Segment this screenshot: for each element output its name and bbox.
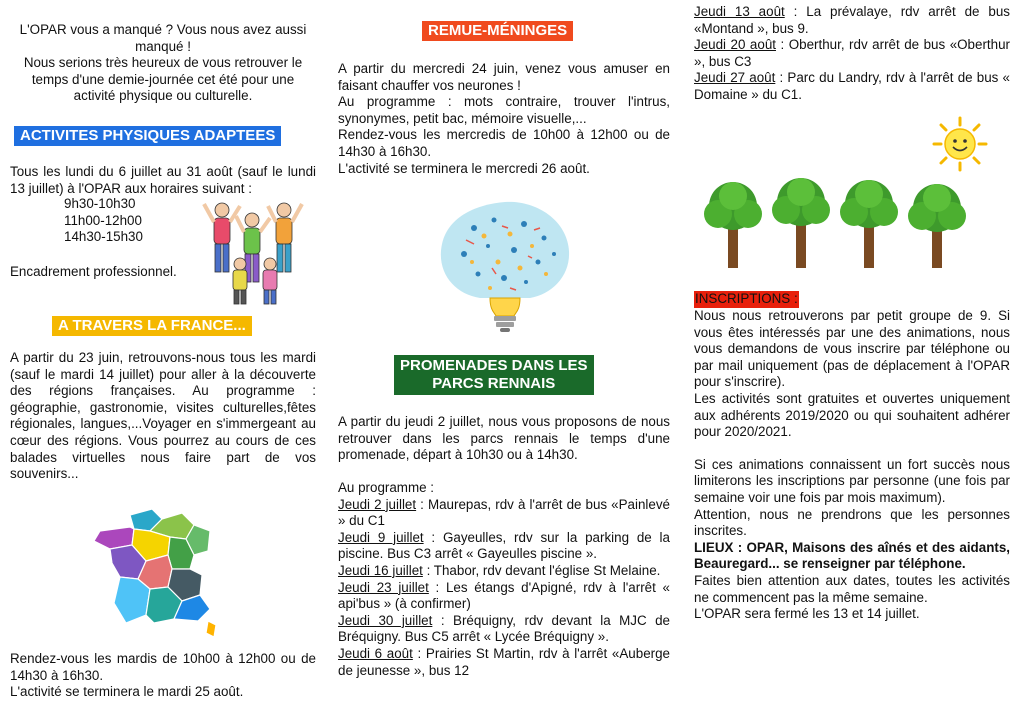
remue-text [338, 61, 670, 177]
brain-lightbulb-illustration [434, 198, 576, 336]
outing-item [338, 613, 670, 646]
france-map-illustration [90, 505, 220, 640]
outing-date: Jeudi 9 juillet [338, 529, 424, 545]
outing-item [338, 530, 670, 563]
apa-encadrement: Encadrement professionnel. [10, 264, 177, 279]
outing-item [338, 580, 670, 613]
inscriptions-text [694, 308, 1010, 623]
inscriptions-p3: Si ces animations connaissent un fort succès nous limiterons les inscriptions par personne (une fois par semaine voir une fois par mois maximum). [694, 456, 1010, 505]
outing-text: : Thabor, rdv devant l'église St Melaine. [422, 562, 661, 578]
outing-item [694, 37, 1010, 70]
promenades-intro: A partir du jeudi 2 juillet, nous vous proposons de nous retrouver dans les parcs rennais le temps d'une promenade, départ à 10h30 ou à 14h30. [338, 414, 670, 463]
promenades-program-label: Au programme : [338, 480, 435, 495]
inscriptions-title: INSCRIPTIONS : [695, 291, 798, 306]
lieux-text: LIEUX : OPAR, Maisons des aînés et des aidants, Beauregard... se renseigner par téléphone. [694, 539, 1010, 572]
intro-text-2: Nous serions très heureux de vous retrouver le temps d'une demie-journée cet été pour une activité physique ou culturelle. [23, 55, 303, 104]
inscriptions-p4: Attention, nous ne prendrons que les personnes inscrites. [694, 506, 1010, 539]
intro-text: L'OPAR vous a manqué ? Vous nous avez aussi manqué ! [19, 22, 307, 54]
remue-title: REMUE-MÉNINGES [422, 21, 573, 41]
outing-item [694, 4, 1010, 37]
apa-title: ACTIVITES PHYSIQUES ADAPTEES [14, 126, 281, 146]
remue-p4: L'activité se terminera le mercredi 26 août. [338, 160, 590, 176]
outing-text: : Gayeulles, rdv sur la parking de la piscine. Bus C3 arrêt « Gayeulles piscine ». [338, 529, 670, 562]
france-rdv: Rendez-vous les mardis de 10h00 à 12h00 ou de 14h30 à 16h30. [10, 651, 316, 683]
outing-text: : La prévalaye, rdv arrêt de bus «Montand », bus 9. [694, 4, 1010, 36]
outing-date: Jeudi 23 juillet [338, 579, 429, 595]
outing-date: Jeudi 20 août [694, 37, 776, 53]
outing-date: Jeudi 2 juillet [338, 496, 417, 512]
promenades-title-line1: PROMENADES DANS LES [400, 357, 588, 374]
promenades-title-line2: PARCS RENNAIS [432, 375, 556, 392]
inscriptions-p6: L'OPAR sera fermé les 13 et 14 juillet. [694, 606, 920, 622]
exercise-people-illustration [200, 198, 310, 306]
remue-p2: Au programme : mots contraire, trouver l'intrus, synonymes, petit bac, mémoire visuelle,... [338, 94, 670, 126]
outing-date: Jeudi 13 août [694, 4, 785, 19]
apa-text: Tous les lundi du 6 juillet au 31 août (sauf le lundi 13 juillet) à l'OPAR aux horaires suivant : [10, 164, 316, 196]
france-text: A partir du 23 juin, retrouvons-nous tous les mardi (sauf le mardi 14 juillet) pour aller à la découverte des régions françaises. Au programme : géographie, gastronomie, visites culturelles,fêtes régionales, langues,...Voyager en s'immergeant au cœur des régions. Vous pourrez au cours de ces balades virtuelles nous faire part de vos souvenirs... [10, 350, 316, 482]
apa-times [64, 196, 143, 246]
outing-text: : Oberthur, rdv arrêt de bus «Oberthur », bus C3 [694, 37, 1010, 69]
inscriptions-p1: Nous nous retrouverons par petit groupe de 9. Si vous êtes intéressés par une des animations, nous vous demandons de vous inscrire par téléphone ou par mail uniquement (pas de déplacement à l'OPAR pour s'inscrire). [694, 308, 1010, 390]
spacer [694, 441, 1010, 457]
apa-time: 11h00-12h00 [64, 212, 142, 228]
outing-date: Jeudi 30 juillet [338, 612, 433, 628]
outing-text: : Prairies St Martin, rdv à l'arrêt «Auberge de jeunesse », bus 12 [338, 645, 670, 678]
outing-text: : Parc du Landry, rdv à l'arrêt de bus « Domaine » du C1. [694, 70, 1010, 102]
remue-p3: Rendez-vous les mercredis de 10h00 à 12h00 ou de 14h30 à 16h30. [338, 127, 670, 159]
inscriptions-p5: Faites bien attention aux dates, toutes les activités ne commencent pas la même semaine. [694, 572, 1010, 605]
france-end: L'activité se terminera le mardi 25 août. [10, 684, 244, 699]
outing-item [694, 70, 1010, 103]
outing-text: : Maurepas, rdv à l'arrêt de bus «Painlevé » du C1 [338, 496, 670, 529]
trees-illustration [700, 176, 972, 272]
promenades-title [394, 355, 594, 395]
france-title: A TRAVERS LA FRANCE... [52, 316, 252, 336]
outing-date: Jeudi 16 juillet [338, 562, 423, 578]
apa-time: 9h30-10h30 [64, 196, 136, 211]
remue-p1: A partir du mercredi 24 juin, venez vous amuser en faisant chauffer vos neurones ! [338, 61, 670, 93]
outing-item [338, 563, 670, 580]
outing-item [338, 497, 670, 530]
outing-item [338, 646, 670, 679]
outing-date: Jeudi 27 août [694, 70, 776, 86]
outing-text: : Les étangs d'Apigné, rdv à l'arrêt « api'bus » (à confirmer) [338, 579, 670, 612]
outing-date: Jeudi 6 août [338, 645, 413, 661]
apa-time: 14h30-15h30 [64, 229, 143, 245]
inscriptions-p2: Les activités sont gratuites et ouvertes uniquement aux adhérents 2019/2020 ou qui souhaitent adhérer pour 2020/2021. [694, 390, 1010, 440]
outings-continued [694, 4, 1010, 104]
outing-text: : Bréquigny, rdv devant la MJC de Bréquigny. Bus C5 arrêt « Lycée Bréquigny ». [338, 612, 670, 645]
promenades-list [338, 480, 670, 679]
sun-icon [930, 116, 990, 172]
